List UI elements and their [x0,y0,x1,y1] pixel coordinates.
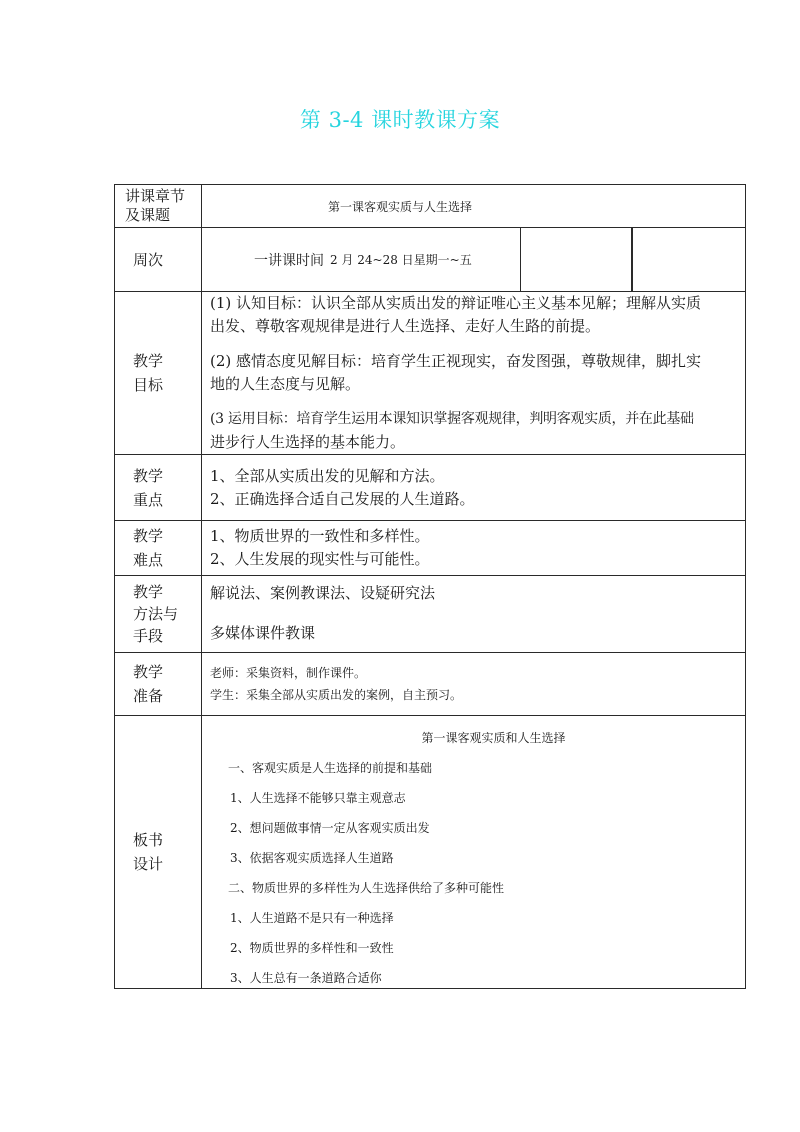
chapter-label-cell [115,185,202,228]
row-key-points [115,455,746,521]
difficulties-label-line2: 难点 [133,551,164,569]
row-week [115,228,746,292]
goal-line: 出发、尊敬客观规律是进行人生选择、走好人生路的前提。 [210,317,601,335]
goal-line: 进步行人生选择的基本能力。 [210,433,406,451]
difficulties-value-cell [202,521,746,576]
methods-label-cell [115,576,202,653]
chapter-value-cell [202,185,746,228]
week-time-cell [202,228,520,291]
key-points-label-line1: 教学 [133,466,164,485]
board-item: 2、物质世界的多样性和一致性 [230,941,394,955]
board-item: 二、物质世界的多样性为人生选择供给了多种可能性 [228,881,505,895]
week-value-cell [202,228,746,292]
row-goals [115,292,746,455]
goal-line: (2) 感情态度见解目标：培育学生正视现实，奋发图强，尊敬规律，脚扎实 [210,352,702,370]
preparation-value-cell [202,653,746,716]
methods-value-cell [202,576,746,653]
board-label-line1: 板书 [133,831,164,849]
method-item: 解说法、案例教课法、设疑研究法 [210,584,436,602]
row-difficulties [115,521,746,576]
board-item: 1、人生道路不是只有一种选择 [230,911,394,925]
goal-line: (1) 认知目标：认识全部从实质出发的辩证唯心主义基本见解；理解从实质 [210,294,702,312]
week-time-value: 2 月 24~28 日星期一~五 [330,253,472,267]
week-label: 周次 [133,250,164,269]
board-item: 3、依据客观实质选择人生道路 [230,851,394,865]
week-blank-cell-1 [520,228,632,291]
preparation-item: 老师：采集资料，制作课件。 [210,666,367,680]
key-point-item: 2、正确选择合适自己发展的人生道路。 [210,489,475,508]
board-item: 2、想问题做事情一定从客观实质出发 [230,821,430,835]
goals-label-cell [115,292,202,455]
methods-label-line2: 方法与 [133,605,179,623]
board-label-line2: 设计 [133,855,164,873]
key-points-label-line2: 重点 [133,490,164,509]
preparation-label-line1: 教学 [133,663,164,681]
row-board [115,716,746,989]
row-preparation [115,653,746,716]
board-label-cell [115,716,202,989]
method-item: 多媒体课件教课 [210,624,316,642]
week-label-cell [115,228,202,292]
key-points-value-cell [202,455,746,521]
board-item: 3、人生总有一条道路合适你 [230,971,382,985]
board-item: 一、客观实质是人生选择的前提和基础 [228,761,433,775]
preparation-label-line2: 准备 [133,687,164,705]
page-title: 第 3-4 课时教课方案 [299,108,501,132]
preparation-item: 学生：采集全部从实质出发的案例，自主预习。 [210,688,463,702]
difficulties-label-cell [115,521,202,576]
difficulty-item: 1、物质世界的一致性和多样性。 [210,527,430,545]
goal-line: 地的人生态度与见解。 [210,375,361,393]
difficulties-label-line1: 教学 [133,527,164,545]
key-point-item: 1、全部从实质出发的见解和方法。 [210,466,445,485]
preparation-label-cell [115,653,202,716]
key-points-label-cell [115,455,202,521]
goals-label-line2: 目标 [133,376,164,394]
goals-label-line1: 教学 [133,352,164,370]
board-value-cell [202,716,746,989]
lesson-plan-table [114,184,746,989]
goal-line: (3 运用目标：培育学生运用本课知识掌握客观规律，判明客观实质，并在此基础 [210,411,694,427]
row-methods [115,576,746,653]
goals-value-cell [202,292,746,455]
week-time-label: 一讲课时间 [254,252,324,269]
board-heading: 第一课客观实质和人生选择 [421,731,566,745]
chapter-label-line2: 及课题 [125,206,171,224]
methods-label-line1: 教学 [133,583,164,601]
week-blank-cell-2 [632,228,744,291]
chapter-value: 第一课客观实质与人生选择 [328,199,473,214]
board-item: 1、人生选择不能够只靠主观意志 [230,791,406,805]
chapter-label-line1: 讲课章节 [125,187,186,205]
methods-label-line3: 手段 [133,627,164,645]
row-chapter [115,185,746,228]
difficulty-item: 2、人生发展的现实性与可能性。 [210,550,430,568]
